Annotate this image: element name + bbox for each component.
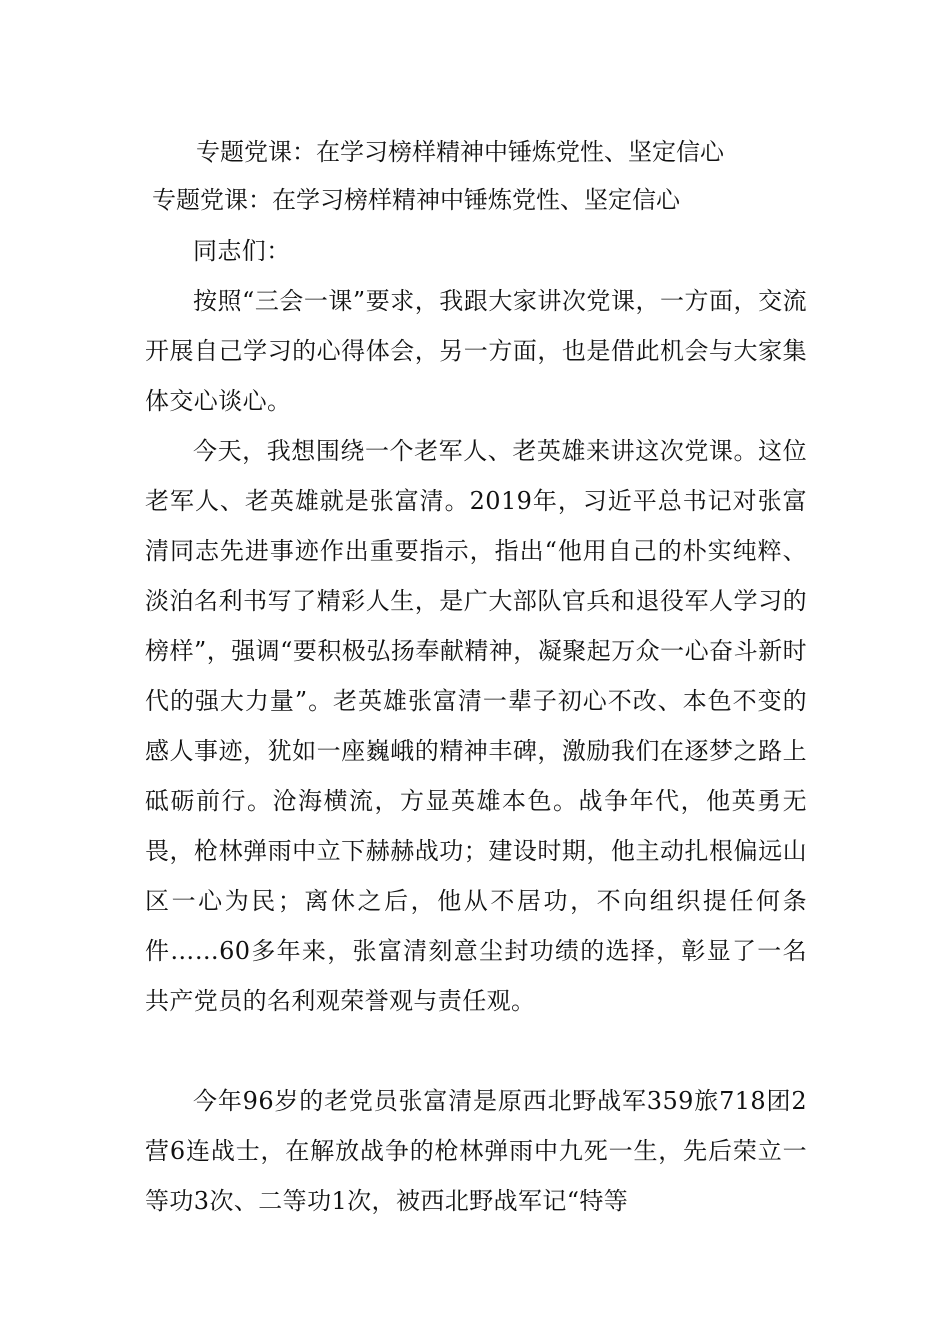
salutation: 同志们： — [193, 237, 291, 265]
paragraph-hero-story: 今天，我想围绕一个老军人、老英雄来讲这次党课。这位老军人、老英雄就是张富清。2019年，习近平总书记对张富清同志先进事迹作出重要指示，指出“他用自己的朴实纯粹、淡泊名利书写了精彩人生，是广大部队官兵和退役军人学习的榜样”，强调“要积极弘扬奉献精神，凝聚起万众一心奋斗新时代的强大力量”。老英雄张富清一辈子初心不改、本色不变的感人事迹，犹如一座巍峨的精神丰碑，激励我们在逐梦之路上砥砺前行。沧海横流，方显英雄本色。战争年代，他英勇无畏，枪林弹雨中立下赫赫战功；建设时期，他主动扎根偏远山区一心为民；离休之后，他从不居功，不向组织提任何条件……60多年来，张富清刻意尘封功绩的选择，彰显了一名共产党员的名利观荣誉观与责任观。 — [145, 437, 807, 1015]
document-subtitle: 专题党课：在学习榜样精神中锤炼党性、坚定信心 — [152, 186, 680, 214]
document-title: 专题党课：在学习榜样精神中锤炼党性、坚定信心 — [196, 138, 724, 166]
paragraph-intro: 按照“三会一课”要求，我跟大家讲次党课，一方面，交流开展自己学习的心得体会，另一方面，也是借此机会与大家集体交心谈心。 — [145, 287, 807, 415]
paragraph-biography: 今年96岁的老党员张富清是原西北野战军359旅718团2营6连战士，在解放战争的枪林弹雨中九死一生，先后荣立一等功3次、二等功1次，被西北野战军记“特等 — [145, 1087, 807, 1215]
